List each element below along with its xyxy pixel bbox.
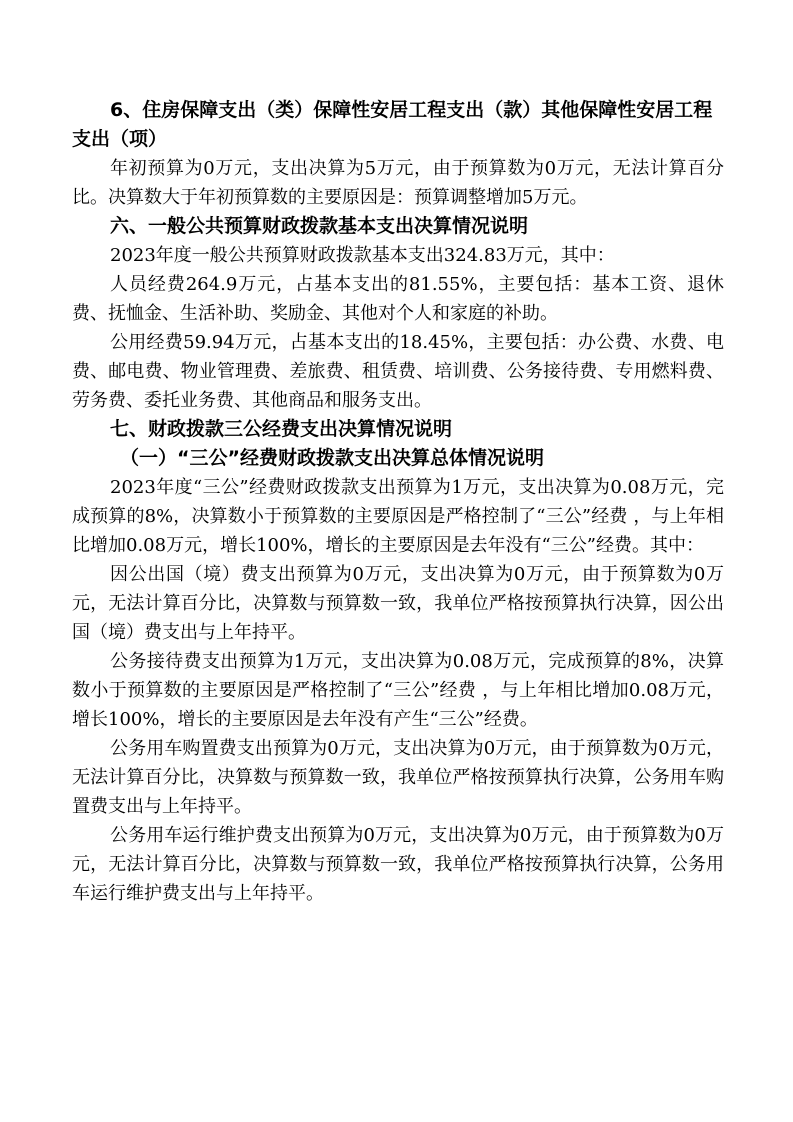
basic-expenditure-heading: 六、一般公共预算财政拨款基本支出决算情况说明 bbox=[110, 215, 529, 237]
three-public-expenses-heading: 七、财政拨款三公经费支出决算情况说明 bbox=[110, 418, 453, 440]
vehicle-purchase-paragraph: 公务用车购置费支出预算为0万元，支出决算为0万元，由于预算数为0万元，无法计算百分比，决算数与预算数一致，我单位严格按预算执行决算，公务用车购置费支出与上年持平。 bbox=[72, 738, 724, 817]
housing-budget-paragraph: 年初预算为0万元，支出决算为5万元，由于预算数为0万元，无法计算百分比。决算数大于年初预算数的主要原因是：预算调整增加5万元。 bbox=[72, 158, 724, 208]
overseas-travel-paragraph: 因公出国（境）费支出预算为0万元，支出决算为0万元，由于预算数为0万元，无法计算百分比，决算数与预算数一致，我单位严格按预算执行决算，因公出国（境）费支出与上年持平。 bbox=[72, 564, 724, 643]
three-public-overall-subheading: （一）“三公”经费财政拨款支出决算总体情况说明 bbox=[120, 447, 544, 469]
vehicle-maintenance-paragraph: 公务用车运行维护费支出预算为0万元，支出决算为0万元，由于预算数为0万元，无法计算百分比，决算数与预算数一致，我单位严格按预算执行决算，公务用车运行维护费支出与上年持平。 bbox=[72, 825, 724, 904]
three-public-overall-paragraph: 2023年度“三公”经费财政拨款支出预算为1万元，支出决算为0.08万元，完成预算的8%，决算数小于预算数的主要原因是严格控制了“三公”经费 ，与上年相比增加0.08万元，增长100%，增长的主要原因是去年没有“三公”经费。其中： bbox=[72, 477, 724, 556]
personnel-expenses-paragraph: 人员经费264.9万元，占基本支出的81.55%，主要包括：基本工资、退休费、抚恤金、生活补助、奖励金、其他对个人和家庭的补助。 bbox=[72, 274, 724, 324]
basic-expenditure-total-paragraph: 2023年度一般公共预算财政拨款基本支出324.83万元，其中： bbox=[110, 245, 615, 266]
housing-section-heading: 6、住房保障支出（类）保障性安居工程支出（款）其他保障性安居工程支出（项） bbox=[72, 99, 713, 150]
official-reception-paragraph: 公务接待费支出预算为1万元，支出决算为0.08万元，完成预算的8%，决算数小于预算数的主要原因是严格控制了“三公”经费 ，与上年相比增加0.08万元，增长100%，增长的主要原因是去年没有产生“三公”经费。 bbox=[72, 651, 724, 730]
public-expenses-paragraph: 公用经费59.94万元，占基本支出的18.45%，主要包括：办公费、水费、电费、邮电费、物业管理费、差旅费、租赁费、培训费、公务接待费、专用燃料费、劳务费、委托业务费、其他商品和服务支出。 bbox=[72, 332, 724, 411]
document-page bbox=[72, 96, 724, 908]
